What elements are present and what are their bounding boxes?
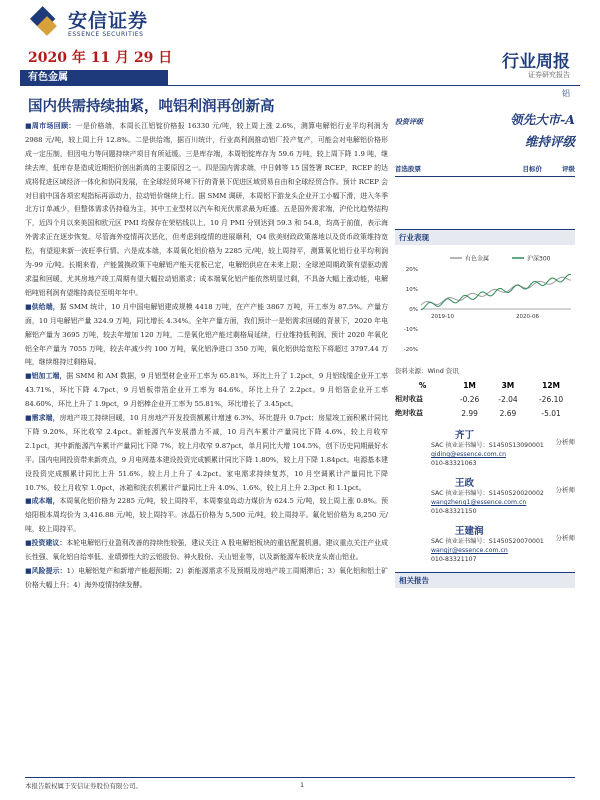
analyst-title: 分析师 — [555, 438, 575, 446]
table-header: % — [418, 381, 427, 390]
logo-en: ESSENCE SECURITIES — [68, 31, 144, 38]
paragraph: ■周市场回顾：一是价格端，本周长江铝锭价格报 16330 元/吨，较上周上涨 2.6%，测算电解铝行业平均利润为 2988 元/吨，较上周上升 12.8%。二是供给端，据百川统计，行业高利润推动铝厂投产复产，可能会对电解铝价格形成一定压制，但因电力等问题持续产项目有所延缓。三是库存端，本周铝锭库存为 59.6 万吨，较上周下降 1.9 吨，继续去库，低库存是造成近期铝价创出新高的主要原因之一。四是国内需求端，中日韩等 15 国签署 RCEP，RCEP 的达成将促进区域经济一体化和协同发展，在全球经贸环境下行的背景下促进区域贸易自由和全球经贸合作。预计 RCEP 会对目前中国各项宏观指标再添动力，拉动铝价继续上行。据 SMM 调研，本周铝下游龙头企业开工小幅下滑，进入冬季北方订单减少，但整体需求仍持稳为主，其中工业型材以汽车和光伏需求最为旺盛。五是国外需求端，沪伦比趋势结构下，近四个月以来美国和欧元区 PMI 均保存在荣枯线以上，10 月 PMI 分别达到 59.3 和 54.8，均高于前值，表示海外需求正在逐步恢复。尽管海外疫情再次恶化，但考虑到疫情的进展顺利，Q4 欧美财政政策落地以及货币政策维持宽松，有望迎来新一波旺季行情。六是成本端，本周氧化铝价格为 2285 元/吨，较上周持平，测算氧化铝行业平均利润为-99 元/吨。长期来看，产能置换政策下电解铝产能天花板已定，电解铝供应在未来上限；全球逆周期政策有望驱动需求温和回暖，尤其房地产竣工周期有望大幅拉动铝需求；成本端氧化铝产能依然明显过剩，不具备大幅上涨动能，电解铝吨铝利润有望维持高位至明年年中。 — [25, 122, 388, 297]
analyst-cert: SAC 执业证书编号：S1450520070001 — [431, 538, 544, 545]
rating-row — [395, 110, 575, 128]
table-header: 12M — [542, 381, 561, 390]
analyst-card — [395, 523, 575, 564]
y-tick-label: 10% — [405, 287, 418, 293]
doc-type: 行业周报 — [502, 52, 570, 72]
analyst-title: 分析师 — [555, 534, 575, 542]
series-line-hs300 — [421, 275, 571, 311]
report-date: 2020 年 11 月 29 日 — [28, 50, 173, 66]
section-title-performance: 行业表现 — [395, 229, 575, 245]
analyst-card — [395, 475, 575, 516]
footer — [25, 777, 575, 790]
paragraph: ■需求端，房地产竣工持续回暖，10 月房地产开发投资额累计增速 6.3%，环比提升 0.7pct；房屋竣工面积累计同比下降 9.20%，环比收窄 2.4pct。新能源汽车发展潜力不减，10 月汽车累计产量同比下降 4.6%，较上月收窄 2.1pct，其中新能源汽车累计产量同比下降 7%，较上月收窄 9.87pct，单月同比大增 104.5%，创下历史同期最好水平。国内电网投资带来新亮点，9 月电网基本建设投资完成额累计同比下降 1.80%，较上月下降 1.84pct。电源基本建设投资完成额累计同比上升 51.6%，较上月上升了 4.2pct。家电需求持续复苏，10 月空调累计产量同比下降 10.7%，较上月收窄 1.0pct，冰箱和洗衣机累计产量同比上升 4.0%、1.6%，较上月上升 2.3pct 和 1.1pct。 — [25, 414, 389, 492]
rating-col-label: 评级 — [562, 165, 575, 173]
analyst-phone: 010-83321150 — [431, 508, 477, 515]
y-tick-label: -20% — [403, 347, 418, 353]
analyst-email[interactable]: wangzheng1@essence.com.cn — [431, 499, 527, 506]
paragraph: ■铝加工端，据 SMM 和 AM 数据，9 月铝型材企业开工率为 65.81%，环比上升了 1.2pct，9 月铝线缆企业开工率 43.71%，环比下降 4.7pct，9 月铝板带箔企业开工率为 84.6%，环比上升了 2.2pct。9 月铝箔企业开工率 84.60%，环比上升了 1.9pct，9 月铝棒企业开工率为 55.81%，环比增长了 3.45pct。 — [25, 372, 388, 409]
analyst-email[interactable]: wangjr@essence.com.cn — [431, 547, 508, 554]
y-tick-label: 20% — [405, 267, 418, 273]
table-row: 相对收益 -0.26 -2.04 -26.10 — [395, 394, 564, 404]
analyst-email[interactable]: qiding@essence.com.cn — [431, 451, 506, 458]
rating-value: 领先大市-A — [510, 112, 575, 127]
paragraph: ■成本端，本周氧化铝价格为 2285 元/吨，较上周持平，本周秦皇岛动力煤价为 624.5 元/吨，较上周上涨 0.8%。预焙阳极本周均价为 3,416.88 元/吨，较上周持平。冰晶石价格为 5,500 元/吨，较上周持平。氟化铝价格为 8,250 元/吨，较上周持平。 — [25, 497, 388, 534]
table-header: 3M — [501, 381, 515, 390]
rating-label: 投资评级 — [395, 118, 423, 126]
analyst-name: 齐丁 — [455, 430, 475, 441]
footer-note: 本报告版权属于安信证券股份有限公司。 — [25, 782, 142, 790]
x-tick-label: 2020-06 — [516, 314, 539, 320]
rating-maintain: 维持评级 — [524, 134, 575, 149]
paragraph: ■投资建议：本轮电解铝行业盈利改善的持续性较强，建议关注 A 股电解铝板块的重估配置机遇。建议重点关注产业成长性强、氧化铝自给率低、业绩弹性大的云铝股份、神火股份、天山铝业等，以及新能源车板块龙头南山铝业。 — [25, 539, 388, 562]
table-row: 绝对收益 2.99 2.69 -5.01 — [395, 408, 561, 418]
target-price-label: 目标价 — [522, 165, 542, 173]
stock-pick-row — [395, 164, 575, 176]
metal-tag: 铝 — [562, 89, 570, 98]
analyst-title: 分析师 — [555, 486, 575, 494]
y-tick-label: 0% — [409, 307, 418, 313]
page-number: 1 — [300, 781, 305, 789]
legend-label: 沪深300 — [527, 255, 551, 263]
y-tick-label: -10% — [403, 327, 418, 333]
analyst-phone: 010-83321063 — [431, 460, 477, 467]
logo-mark-icon — [28, 7, 62, 37]
paragraph: ■风险提示：1）电解铝复产和新增产能超预期；2）新能源需求不及预期及房地产竣工周期滞后；3）氧化铝和铝土矿价格大幅上升；4）海外疫情持续发酵。 — [25, 567, 388, 589]
header-rule — [20, 85, 580, 86]
performance-table — [395, 379, 575, 420]
performance-chart-svg — [395, 249, 575, 364]
performance-chart — [395, 249, 575, 364]
x-tick-label: 2019-10 — [431, 314, 454, 320]
section-title-related: 相关报告 — [395, 572, 575, 588]
company-logo — [28, 6, 148, 38]
sector-bar: 有色金属 — [20, 70, 168, 85]
report-body — [25, 120, 388, 593]
table-header: 1M — [463, 381, 476, 390]
logo-cn: 安信证券 — [68, 10, 149, 32]
analyst-phone: 010-83321107 — [431, 556, 477, 563]
stock-pick-label: 首选股票 — [395, 165, 421, 173]
paragraph: ■供给端，据 SMM 统计，10 月中国电解铝建成规模 4418 万吨，在产产能 3867 万吨，开工率为 87.5%。产量方面，10 月电解铝产量 324.9 万吨，同比增长 4.34%。全年产量方面，我们预计一是铝需求回暖的背景下，2020 年电解铝产量为 3695 万吨，较去年增加 120 万吨，二是氧化铝产能过剩格局延续，行业维持低利润，预计 2020 年氧化铝全年产量为 7055 万吨，较去年减少约 100 万吨，氧化铝净进口 350 万吨，氧化铝供给宽松下将超过 3797.44 万吨，继续维持过剩格局。 — [25, 302, 388, 367]
sidebar — [395, 110, 575, 588]
headline: 国内供需持续抽紧，吨铝利润再创新高 — [28, 98, 275, 115]
legend-label: 有色金属 — [465, 255, 490, 263]
analyst-cert: SAC 执业证书编号：S1450520020002 — [431, 490, 544, 497]
chart-source: 资料来源：Wind 资讯 — [395, 367, 459, 375]
analyst-card — [395, 427, 575, 468]
doc-subtitle: 证券研究报告 — [528, 71, 570, 79]
analyst-name: 王建润 — [455, 526, 484, 537]
analyst-cert: SAC 执业证书编号：S1450513090001 — [431, 442, 544, 449]
analyst-name: 王政 — [455, 478, 475, 489]
